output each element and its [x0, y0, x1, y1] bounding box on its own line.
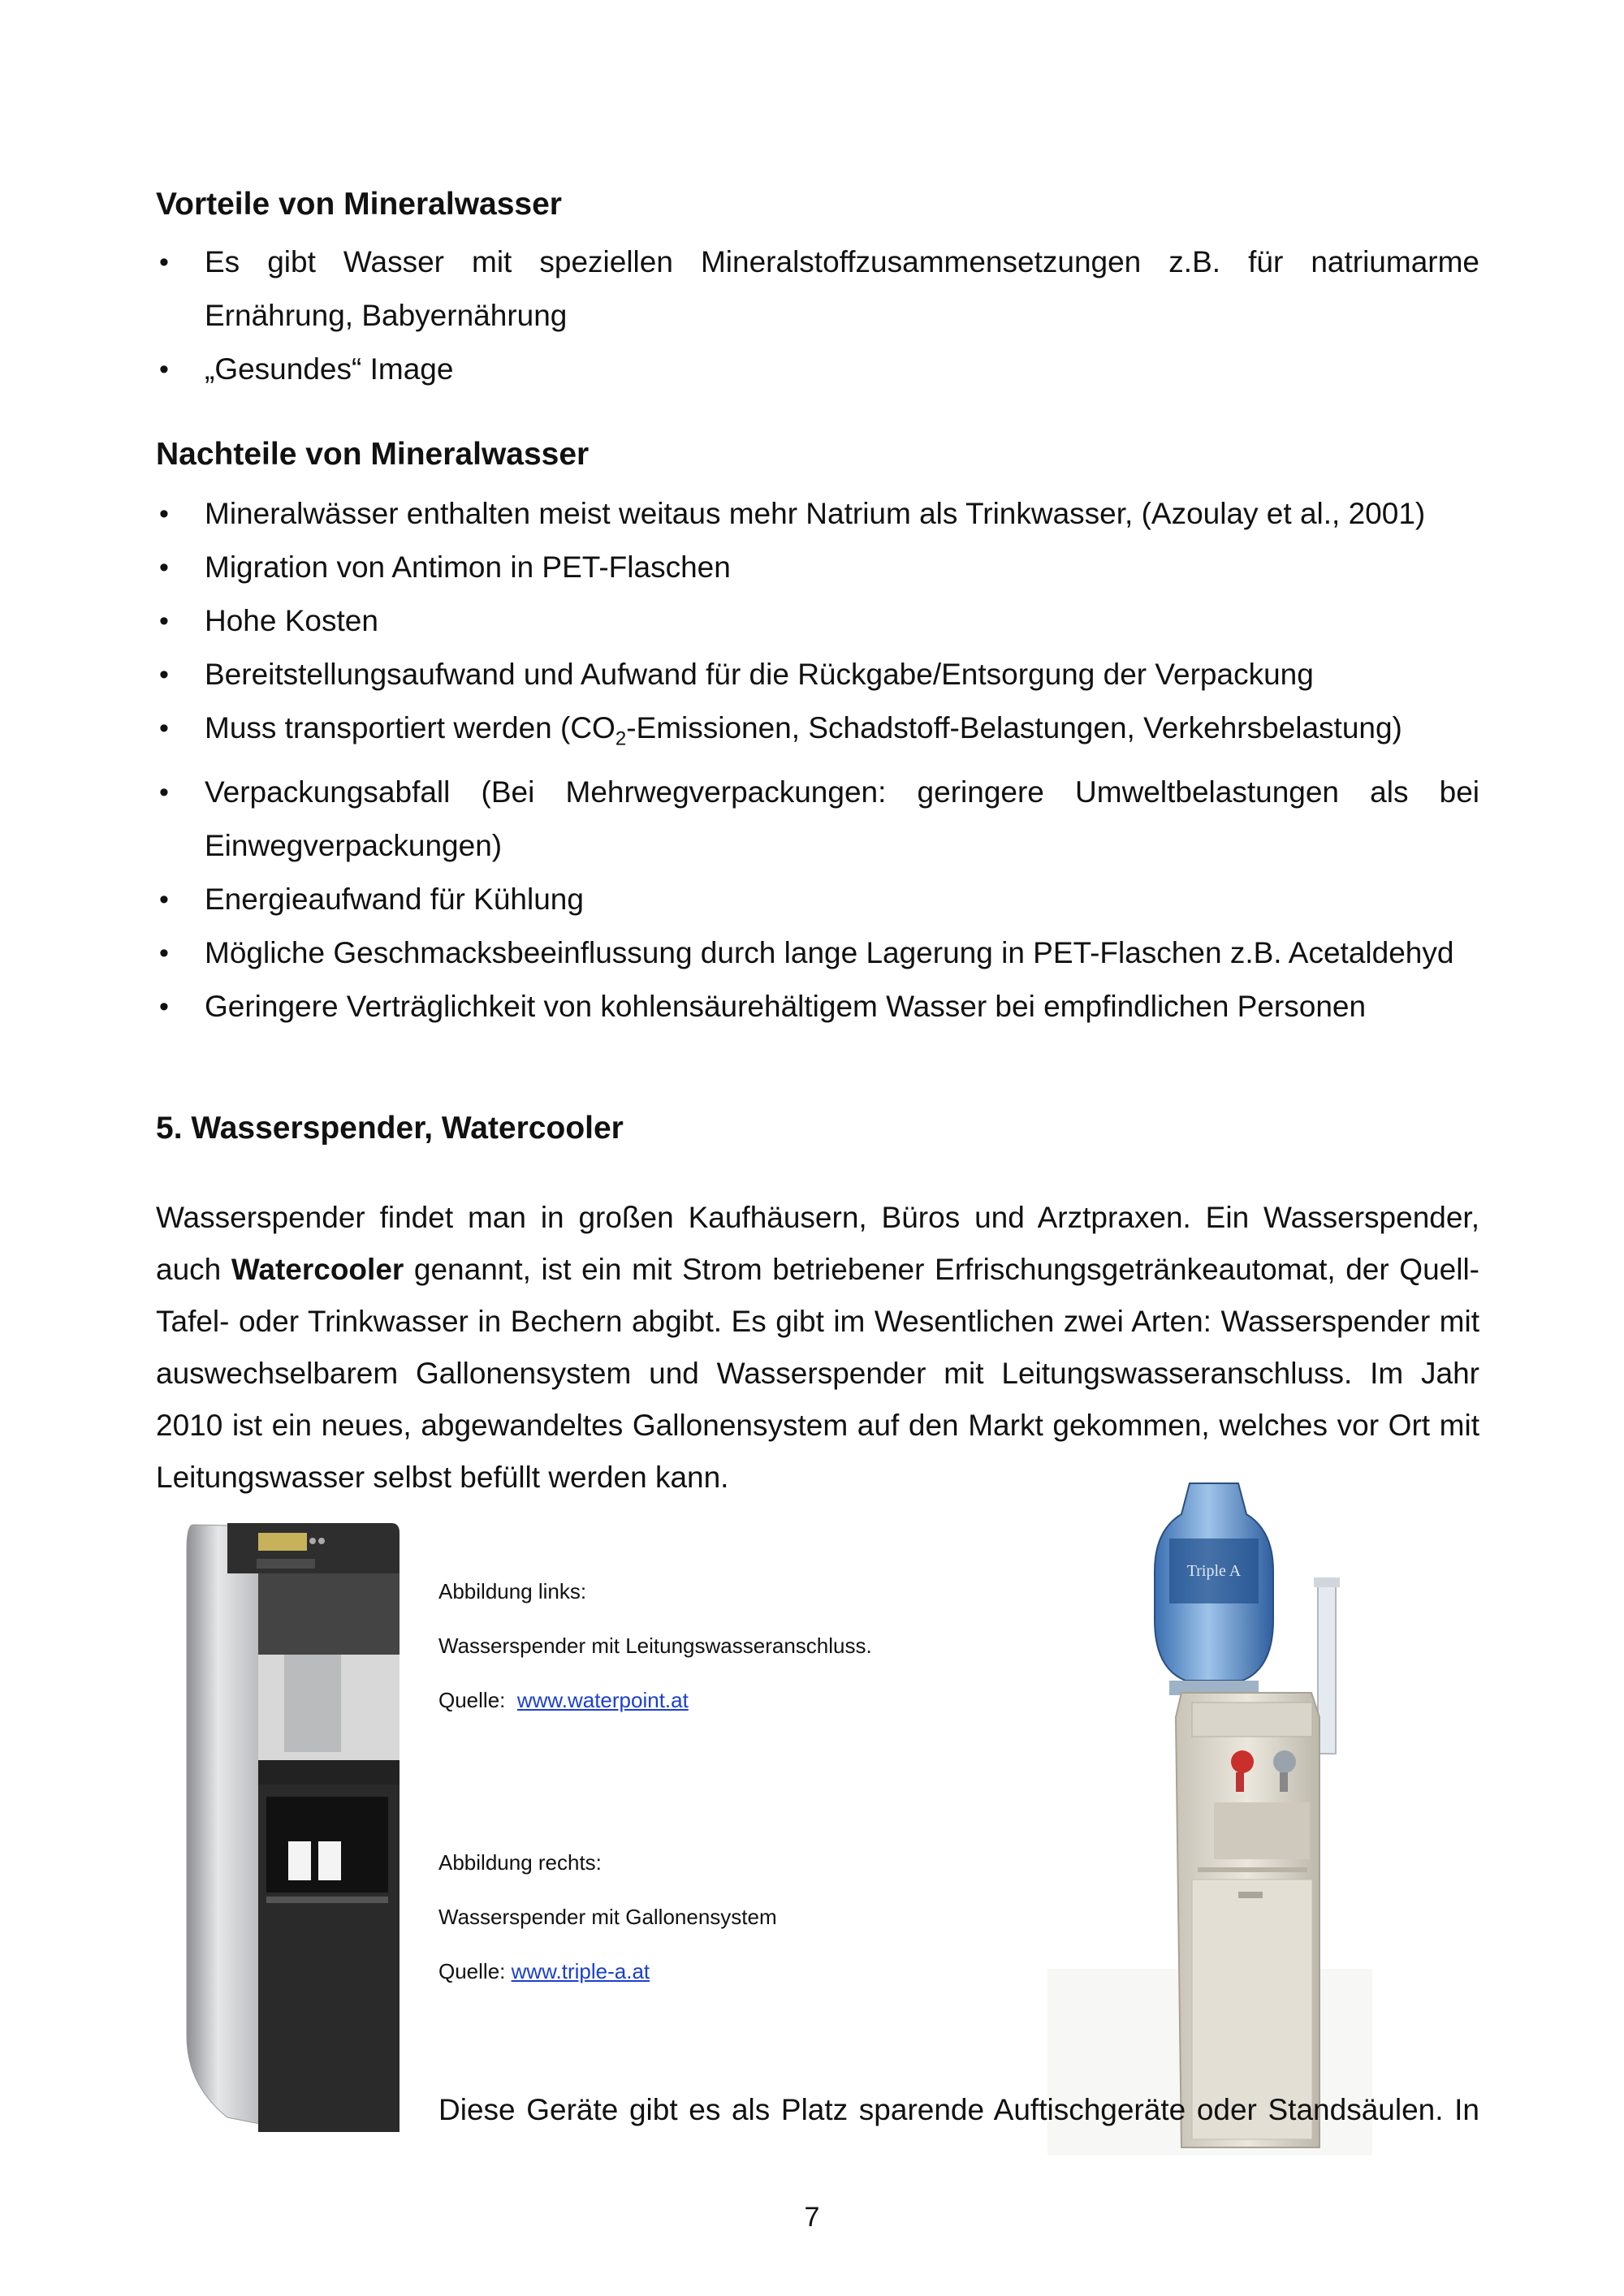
list-item: • Mögliche Geschmacksbeeinflussung durch lange Lagerung in PET-Flaschen z.B. Acetaldehyd [156, 926, 1479, 980]
paragraph-text: Wasserspender findet man in großen Kaufhäusern, Büros und Arztpraxen. Ein Wasserspender, auch [156, 1201, 1479, 1286]
source-label: Quelle: [438, 1688, 506, 1712]
list-item-co2 [156, 701, 1479, 766]
page-number: 7 [804, 2202, 820, 2233]
source-label: Quelle: [438, 1959, 506, 1983]
caption-left-source [438, 1687, 689, 1713]
heading-vorteile: Vorteile von Mineralwasser [156, 187, 562, 222]
nachteile-list [156, 487, 1479, 1034]
closing-sentence: Diese Geräte gibt es als Platz sparende Auftischgeräte oder Standsäulen. In [438, 2093, 1479, 2126]
wasserspender-paragraph [156, 1192, 1479, 1504]
caption-right-desc: Wasserspender mit Gallonensystem [438, 1905, 777, 1929]
list-item: • Verpackungsabfall (Bei Mehrwegverpackungen: geringere Umweltbelastungen als bei Einwegverpackungen) [156, 766, 1479, 873]
paragraph-bold-term: Watercooler [231, 1253, 404, 1286]
list-item: • Mineralwässer enthalten meist weitaus mehr Natrium als Trinkwasser, (Azoulay et al., 2001) [156, 487, 1479, 541]
co2-text-after: -Emissionen, Schadstoff-Belastungen, Verkehrsbelastung) [626, 711, 1402, 744]
caption-left-title: Abbildung links: [438, 1579, 587, 1603]
vorteile-list [156, 235, 1479, 396]
list-item: • Hohe Kosten [156, 594, 1479, 648]
heading-nachteile: Nachteile von Mineralwasser [156, 437, 590, 472]
caption-right-title: Abbildung rechts: [438, 1850, 602, 1875]
water-dispenser-left-image [179, 1517, 406, 2134]
list-item: • Es gibt Wasser mit speziellen Mineralstoffzusammensetzungen z.B. für natriumarme Ernährung, Babyernährung [156, 235, 1479, 343]
waterpoint-link[interactable]: www.waterpoint.at [516, 1688, 689, 1712]
list-item: • „Gesundes“ Image [156, 343, 1479, 396]
triple-a-link[interactable]: www.triple-a.at [511, 1959, 650, 1983]
caption-left-desc: Wasserspender mit Leitungswasseranschluss. [438, 1634, 872, 1658]
caption-right-source [438, 1958, 650, 1984]
co2-text-before: Muss transportiert werden (CO [205, 711, 615, 744]
paragraph-text: genannt, ist ein mit Strom betriebener Erfrischungsgetränkeautomat, der Quell-Tafel- oder Trinkwasser in Bechern abgibt. Es gibt im Wesentlichen zwei Arten: Wasserspender mit auswechselbarem Gallonensystem und Wasserspender mit Leitungswasseranschluss. Im Jahr 2010 ist ein neues, abgewandeltes Gallonensystem auf den Markt gekommen, welches vor Ort mit Leitungswasser selbst befüllt werden kann. [156, 1253, 1479, 1494]
bottle-brand-text: Triple A [1186, 1562, 1242, 1580]
water-cooler-right-image [1047, 1482, 1372, 2156]
co2-subscript: 2 [615, 727, 627, 750]
list-item: • Energieaufwand für Kühlung [156, 873, 1479, 926]
heading-wasserspender: 5. Wasserspender, Watercooler [156, 1111, 624, 1146]
list-item: • Bereitstellungsaufwand und Aufwand für die Rückgabe/Entsorgung der Verpackung [156, 648, 1479, 701]
list-item: • Geringere Verträglichkeit von kohlensäurehältigem Wasser bei empfindlichen Personen [156, 980, 1479, 1034]
list-item: • Migration von Antimon in PET-Flaschen [156, 541, 1479, 594]
